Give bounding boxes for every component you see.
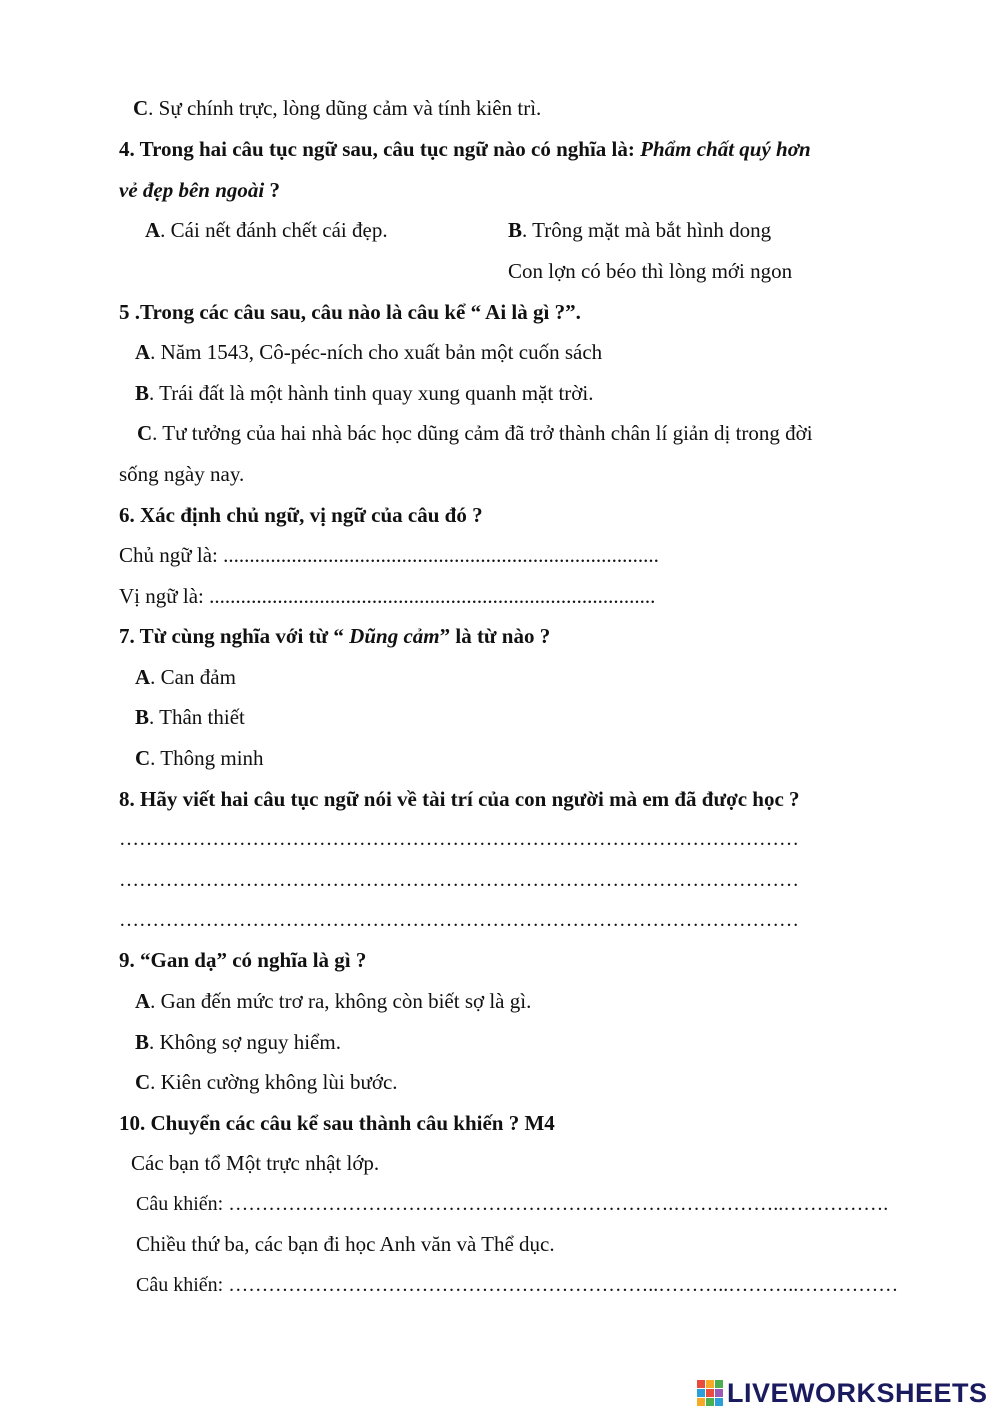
option-text: . Cái nết đánh chết cái đẹp. xyxy=(160,218,388,242)
liveworksheets-logo xyxy=(697,1378,988,1408)
q9-option-b xyxy=(135,1032,341,1053)
option-text: . Trông mặt mà bắt hình dong xyxy=(522,218,772,242)
option-letter: C xyxy=(133,96,149,120)
option-text: . Can đảm xyxy=(150,665,236,689)
option-letter: A xyxy=(135,989,151,1013)
q10-title: 10. Chuyển các câu kể sau thành câu khiến ? M4 xyxy=(119,1111,555,1135)
option-text: . Năm 1543, Cô-péc-ních cho xuất bản một cuốn sách xyxy=(150,340,603,364)
option-letter: B xyxy=(135,1030,150,1054)
option-letter: A xyxy=(145,218,161,242)
option-letter: B xyxy=(135,705,150,729)
q7-title xyxy=(119,626,550,647)
q7-title-text-2: ” là từ nào ? xyxy=(439,624,551,648)
q9-option-c xyxy=(135,1072,398,1093)
q4-title-mark: ? xyxy=(264,178,280,202)
q8-answer-line-1[interactable]: ………………………………………………………………………………………… xyxy=(119,828,799,850)
q5-option-c xyxy=(137,423,813,444)
q4-title-italic-2: vẻ đẹp bên ngoài xyxy=(119,178,265,202)
q4-title-line1 xyxy=(119,139,811,160)
q7-option-b xyxy=(135,707,245,728)
q10-sentence-2: Chiều thứ ba, các bạn đi học Anh văn và Thể dục. xyxy=(136,1232,555,1256)
option-letter: C xyxy=(135,746,151,770)
q8-answer-line-3[interactable]: ………………………………………………………………………………………… xyxy=(119,909,799,931)
q10-answer-1[interactable]: Câu khiến: ………………………………………………………….……………..……………. xyxy=(136,1193,889,1215)
option-letter: B xyxy=(135,381,150,405)
option-letter: C xyxy=(135,1070,151,1094)
q4-option-a xyxy=(145,220,388,241)
q9-option-a xyxy=(135,991,531,1012)
q4-title-line2 xyxy=(119,180,280,201)
q5-option-c-line2: sống ngày nay. xyxy=(119,462,245,486)
option-text: . Kiên cường không lùi bước. xyxy=(150,1070,398,1094)
q7-title-text: 7. Từ cùng nghĩa với từ “ xyxy=(119,624,350,648)
option-letter: C xyxy=(137,421,153,445)
option-text: . Thân thiết xyxy=(149,705,245,729)
q4-title-text: 4. Trong hai câu tục ngữ sau, câu tục ngữ nào có nghĩa là: xyxy=(119,137,641,161)
q7-option-c xyxy=(135,748,264,769)
q5-option-a xyxy=(135,342,602,363)
q10-answer-2[interactable]: Câu khiến: ………………………………………………………..………..………..…………… xyxy=(136,1274,899,1296)
q8-answer-line-2[interactable]: ………………………………………………………………………………………… xyxy=(119,869,799,891)
q8-title: 8. Hãy viết hai câu tục ngữ nói về tài trí của con người mà em đã được học ? xyxy=(119,787,800,811)
option-text: . Sự chính trực, lòng dũng cảm và tính kiên trì. xyxy=(148,96,542,120)
q5-title: 5 .Trong các câu sau, câu nào là câu kể “ Ai là gì ?”. xyxy=(119,300,581,324)
option-text: . Thông minh xyxy=(150,746,264,770)
q6-predicate-blank[interactable]: Vị ngữ là: ..................................................................................... xyxy=(119,584,656,608)
option-letter: B xyxy=(508,218,523,242)
q5-option-b xyxy=(135,383,594,404)
q7-option-a xyxy=(135,667,236,688)
q9-title: 9. “Gan dạ” có nghĩa là gì ? xyxy=(119,948,367,972)
q4-title-italic: Phẩm chất quý hơn xyxy=(640,137,811,161)
q6-title: 6. Xác định chủ ngữ, vị ngữ của câu đó ? xyxy=(119,503,483,527)
option-text: . Trái đất là một hành tinh quay xung quanh mặt trời. xyxy=(149,381,594,405)
logo-grid-icon xyxy=(697,1380,723,1406)
option-letter: A xyxy=(135,665,151,689)
q3-option-c xyxy=(133,98,541,119)
q7-title-italic: Dũng cảm xyxy=(349,624,440,648)
q10-sentence-1: Các bạn tổ Một trực nhật lớp. xyxy=(131,1151,380,1175)
option-text: . Tư tưởng của hai nhà bác học dũng cảm đã trở thành chân lí giản dị trong đời xyxy=(152,421,813,445)
q6-subject-blank[interactable]: Chủ ngữ là: ................................................................................... xyxy=(119,543,659,567)
option-text: . Không sợ nguy hiểm. xyxy=(149,1030,341,1054)
option-text: . Gan đến mức trơ ra, không còn biết sợ là gì. xyxy=(150,989,532,1013)
q4-option-b xyxy=(508,220,771,241)
q4-option-b-line2: Con lợn có béo thì lòng mới ngon xyxy=(508,259,793,283)
option-letter: A xyxy=(135,340,151,364)
logo-text: LIVEWORKSHEETS xyxy=(727,1377,988,1408)
